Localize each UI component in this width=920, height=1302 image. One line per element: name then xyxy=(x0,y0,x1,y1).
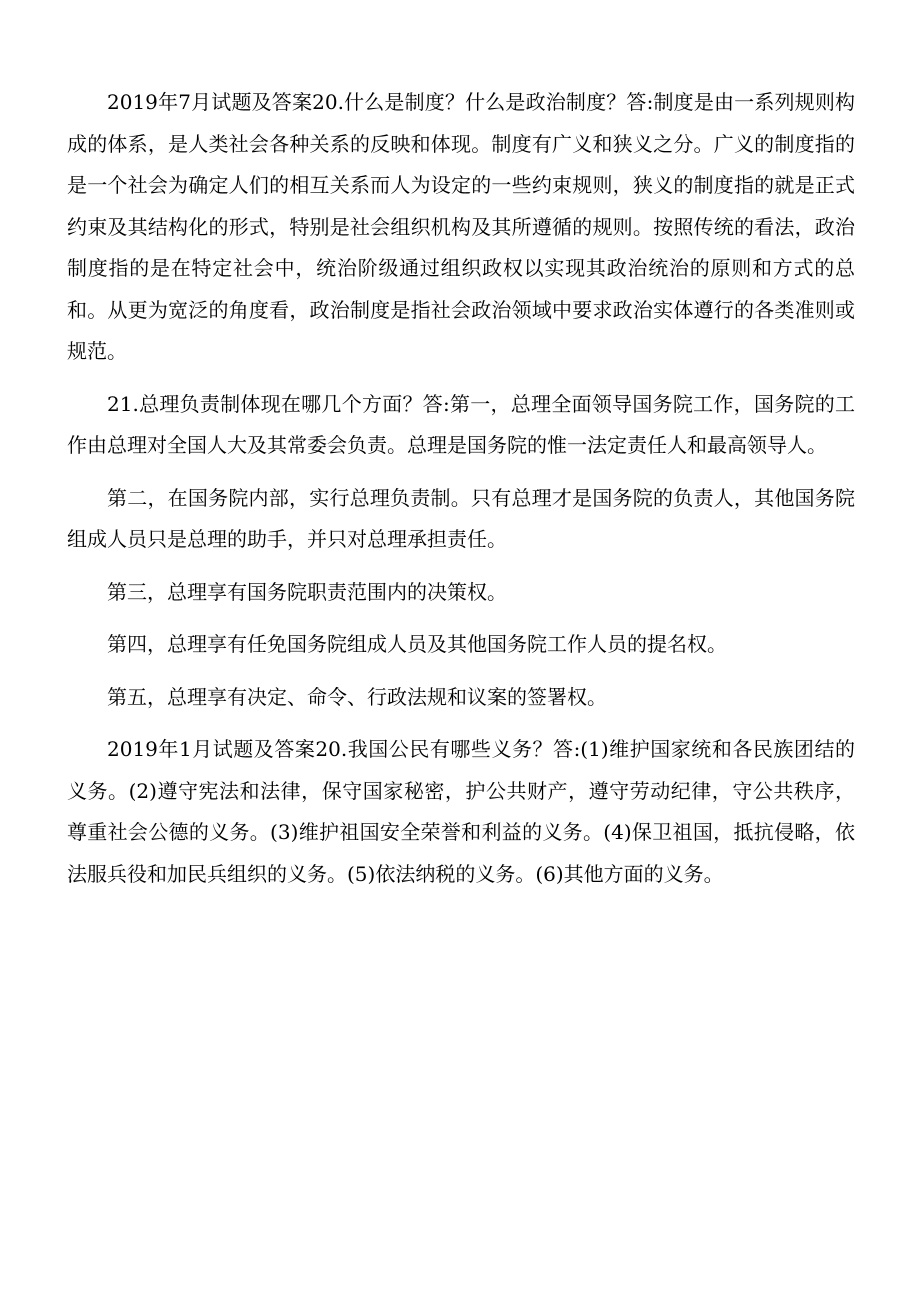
paragraph-citizen-duties: 2019年1月试题及答案20.我国公民有哪些义务？答:(1)维护国家统和各民族团结的义务。(2)遵守宪法和法律，保守国家秘密，护公共财产，遵守劳动纪律，守公共秩序，尊重社会公德的义务。(3)维护祖国安全荣誉和利益的义务。(4)保卫祖国，抵抗侵略，依法服兵役和加民兵组织的义务。(5)依法纳税的义务。(6)其他方面的义务。 xyxy=(67,737,855,886)
paragraph-political-system: 2019年7月试题及答案20.什么是制度？什么是政治制度？答:制度是由一系列规则构成的体系，是人类社会各种关系的反映和体现。制度有广义和狭义之分。广义的制度指的是一个社会为确定人们的相互关系而人为设定的一些约束规则，狭义的制度指的就是正式约束及其结构化的形式，特别是社会组织机构及其所遵循的规则。按照传统的看法，政治制度指的是在特定社会中，统治阶级通过组织政权以实现其政治统治的原则和方式的总和。从更为宽泛的角度看，政治制度是指社会政治领域中要求政治实体遵行的各类准则或规范。 xyxy=(67,90,855,363)
paragraph-fifth-point: 第五，总理享有决定、命令、行政法规和议案的签署权。 xyxy=(107,684,607,709)
paragraph-fourth-point: 第四，总理享有任免国务院组成人员及其他国务院工作人员的提名权。 xyxy=(107,632,727,656)
paragraph-second-point: 第二，在国务院内部，实行总理负责制。只有总理才是国务院的负责人，其他国务院组成人员只是总理的助手，并只对总理承担责任。 xyxy=(67,485,855,551)
paragraph-premier-responsibility: 21.总理负责制体现在哪几个方面？答:第一，总理全面领导国务院工作，国务院的工作由总理对全国人大及其常委会负责。总理是国务院的惟一法定责任人和最高领导人。 xyxy=(67,391,855,457)
paragraph-third-point: 第三，总理享有国务院职责范围内的决策权。 xyxy=(107,579,507,604)
document-page xyxy=(67,82,855,906)
